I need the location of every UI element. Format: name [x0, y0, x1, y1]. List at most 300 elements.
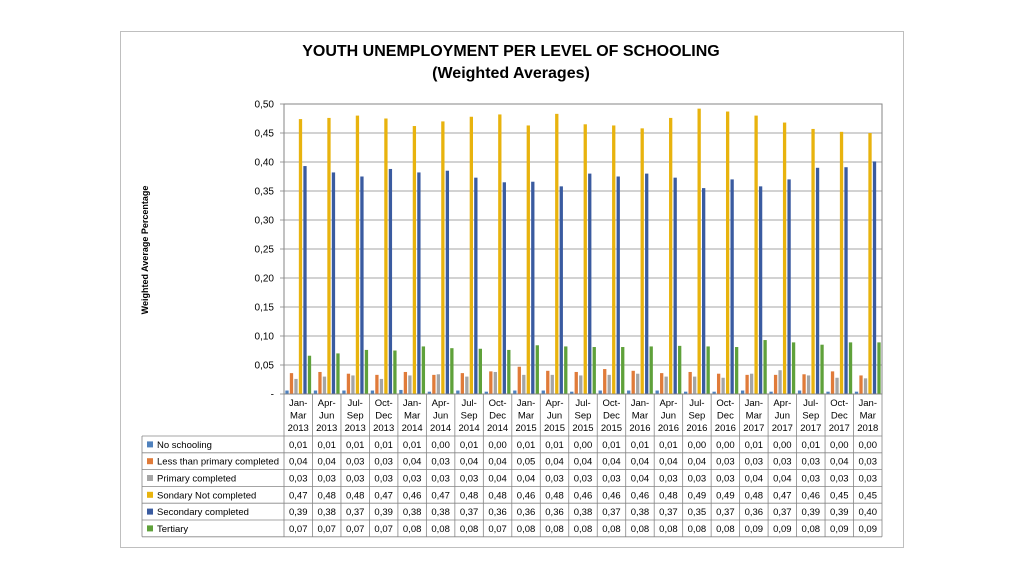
bar: [450, 348, 453, 394]
bar: [864, 378, 867, 394]
data-table-cell: 0,03: [345, 456, 365, 468]
bar: [674, 178, 677, 394]
data-table-cell: 0,01: [659, 439, 678, 451]
data-table-cell: 0,08: [687, 523, 707, 535]
data-table-cell: 0,00: [431, 439, 450, 451]
data-table-cell: 0,38: [402, 507, 422, 519]
data-table-cell: 0,01: [459, 439, 479, 451]
bar: [404, 372, 407, 394]
bar: [365, 350, 368, 394]
bar: [518, 367, 521, 394]
category-label: Jan-: [402, 398, 422, 409]
data-table-cell: 0,03: [801, 473, 821, 485]
data-table-cell: 0,04: [488, 473, 507, 485]
category-label: Mar: [745, 410, 763, 422]
data-table-cell: 0,04: [516, 473, 536, 485]
bar: [873, 161, 876, 394]
category-label: Oct-: [602, 398, 621, 409]
bar: [479, 349, 482, 394]
category-label: Jan-: [744, 398, 764, 409]
bar: [702, 188, 705, 394]
bar: [745, 375, 748, 394]
legend-label: Sondary Not completed: [157, 490, 257, 502]
data-table-cell: 0,37: [602, 507, 621, 519]
bar: [835, 378, 838, 394]
bar: [641, 128, 644, 394]
bar: [299, 119, 302, 394]
category-label: Jul-: [347, 398, 363, 409]
data-table-cell: 0,03: [858, 456, 878, 468]
category-label: Sep: [460, 410, 478, 422]
bar: [408, 375, 411, 394]
data-table-cell: 0,04: [830, 456, 849, 468]
data-table-cell: 0,47: [374, 490, 393, 502]
category-label: 2013: [316, 423, 338, 434]
bar: [877, 342, 880, 394]
bar: [456, 391, 459, 394]
data-table-cell: 0,01: [374, 439, 393, 451]
category-label: Jul-: [689, 398, 705, 409]
category-label: Mar: [631, 410, 649, 422]
bar: [612, 125, 615, 394]
data-table-cell: 0,00: [858, 439, 878, 451]
category-label: 2016: [657, 423, 679, 434]
legend-label: Secondary completed: [157, 507, 249, 519]
category-label: Dec: [489, 410, 507, 422]
data-table-cell: 0,46: [801, 490, 821, 502]
category-label: 2015: [543, 423, 566, 434]
bar: [432, 375, 435, 394]
data-table-cell: 0,36: [744, 507, 764, 519]
data-table-cell: 0,09: [744, 523, 764, 535]
data-table-cell: 0,04: [317, 456, 336, 468]
data-table-cell: 0,03: [374, 473, 393, 485]
data-table-cell: 0,01: [602, 439, 621, 451]
bar: [356, 116, 359, 394]
bar: [290, 373, 293, 394]
category-label: 2014: [487, 423, 509, 434]
bar: [741, 391, 744, 394]
data-table-cell: 0,35: [687, 507, 707, 519]
category-label: 2014: [401, 423, 423, 434]
data-table-cell: 0,36: [545, 507, 564, 519]
data-table-cell: 0,46: [402, 490, 422, 502]
data-table-cell: 0,04: [659, 456, 678, 468]
data-table-cell: 0,01: [630, 439, 650, 451]
data-table-cell: 0,03: [573, 473, 593, 485]
bar: [787, 179, 790, 394]
data-table-cell: 0,00: [573, 439, 593, 451]
bar: [389, 169, 392, 394]
bar: [470, 117, 473, 394]
data-table-cell: 0,39: [830, 507, 849, 519]
category-label: Jan-: [516, 398, 536, 409]
category-label: Sep: [688, 410, 706, 422]
data-table-cell: 0,01: [545, 439, 564, 451]
data-table-cell: 0,01: [516, 439, 536, 451]
bar: [792, 342, 795, 394]
data-table-cell: 0,39: [801, 507, 821, 519]
data-table-cell: 0,01: [345, 439, 365, 451]
data-table-cell: 0,46: [602, 490, 621, 502]
bar: [522, 375, 525, 394]
data-table-cell: 0,49: [687, 490, 707, 502]
category-label: Jul-: [461, 398, 477, 409]
bar: [868, 133, 871, 394]
bar: [656, 391, 659, 394]
category-label: 2017: [828, 423, 850, 434]
data-table-cell: 0,36: [516, 507, 536, 519]
chart-title-line-2: (Weighted Averages): [432, 65, 590, 82]
bar: [347, 374, 350, 394]
bar: [584, 124, 587, 394]
data-table-cell: 0,07: [488, 523, 507, 535]
bar: [754, 116, 757, 394]
data-table-cell: 0,49: [716, 490, 735, 502]
bar: [621, 347, 624, 394]
bar: [551, 375, 554, 394]
bar: [308, 356, 311, 394]
legend-swatch: [147, 492, 153, 498]
bar: [811, 129, 814, 394]
bar: [542, 391, 545, 394]
data-table-cell: 0,03: [687, 473, 707, 485]
bar: [318, 372, 321, 394]
category-label: Sep: [346, 410, 364, 422]
data-table-cell: 0,48: [744, 490, 764, 502]
category-label: Apr-: [317, 398, 336, 409]
bar: [849, 342, 852, 394]
data-table-cell: 0,08: [545, 523, 564, 535]
bar: [608, 375, 611, 394]
legend-swatch: [147, 509, 153, 515]
bar: [422, 346, 425, 394]
category-label: Dec: [716, 410, 734, 422]
data-table-cell: 0,08: [716, 523, 735, 535]
data-table-cell: 0,48: [659, 490, 678, 502]
y-tick-label: 0,15: [254, 302, 274, 314]
bar: [617, 177, 620, 395]
bar: [750, 374, 753, 394]
y-tick-label: 0,25: [254, 244, 274, 256]
bar: [689, 372, 692, 394]
legend-label: No schooling: [157, 439, 212, 451]
bar: [665, 377, 668, 394]
data-table-cell: 0,48: [317, 490, 336, 502]
category-label: Sep: [574, 410, 592, 422]
bar: [726, 112, 729, 394]
bar: [831, 371, 834, 394]
data-table-cell: 0,04: [288, 456, 308, 468]
bar: [536, 345, 539, 394]
category-label: Jun: [432, 410, 449, 422]
data-table-cell: 0,09: [858, 523, 878, 535]
data-table-cell: 0,47: [431, 490, 450, 502]
data-table-cell: 0,03: [602, 473, 621, 485]
category-label: 2015: [515, 423, 537, 434]
data-table-cell: 0,48: [545, 490, 564, 502]
category-label: Dec: [375, 410, 393, 422]
bar: [693, 377, 696, 394]
data-table-cell: 0,03: [801, 456, 821, 468]
data-table-cell: 0,01: [288, 439, 308, 451]
bar: [531, 182, 534, 394]
category-label: Apr-: [545, 398, 564, 409]
data-table-cell: 0,48: [488, 490, 507, 502]
data-table-cell: 0,09: [830, 523, 849, 535]
data-table-cell: 0,08: [516, 523, 536, 535]
data-table-cell: 0,08: [402, 523, 422, 535]
bar: [375, 375, 378, 394]
bar: [360, 177, 363, 395]
category-label: Mar: [859, 410, 876, 422]
bar: [393, 351, 396, 395]
data-table-cell: 0,39: [374, 507, 393, 519]
legend-label: Less than primary completed: [157, 456, 279, 468]
data-table-cell: 0,08: [801, 523, 821, 535]
bar: [588, 174, 591, 394]
bar: [798, 391, 801, 394]
bar: [332, 172, 335, 394]
data-table-cell: 0,04: [573, 456, 593, 468]
bar: [498, 114, 501, 394]
category-label: Apr-: [659, 398, 678, 409]
data-table-cell: 0,46: [573, 490, 593, 502]
bar: [778, 370, 781, 394]
data-table-cell: 0,39: [288, 507, 308, 519]
legend-label: Tertiary: [157, 523, 189, 535]
data-table-cell: 0,01: [744, 439, 764, 451]
category-label: Oct-: [716, 398, 735, 409]
data-table-cell: 0,03: [288, 473, 308, 485]
bar: [461, 373, 464, 394]
data-table-cell: 0,04: [687, 456, 707, 468]
bar: [840, 132, 843, 394]
bar: [527, 125, 530, 394]
bar: [513, 391, 516, 394]
category-label: Jun: [774, 410, 790, 422]
category-label: Apr-: [773, 398, 792, 409]
data-table-cell: 0,37: [459, 507, 479, 519]
category-label: 2015: [600, 423, 623, 434]
data-table-cell: 0,03: [830, 473, 849, 485]
data-table-cell: 0,38: [573, 507, 593, 519]
bar: [351, 375, 354, 394]
category-label: 2013: [287, 423, 309, 434]
data-table-cell: 0,36: [488, 507, 507, 519]
data-table-cell: 0,04: [402, 456, 422, 468]
data-table-cell: 0,04: [630, 456, 650, 468]
bar: [507, 350, 510, 394]
category-label: 2016: [714, 423, 736, 434]
legend-swatch: [147, 525, 153, 531]
y-tick-label: 0,35: [254, 186, 274, 198]
category-label: 2017: [800, 423, 822, 434]
data-table-cell: 0,45: [858, 490, 878, 502]
bar: [717, 374, 720, 394]
bar: [735, 347, 738, 394]
category-label: 2015: [572, 423, 594, 434]
data-table-cell: 0,00: [488, 439, 507, 451]
bar: [399, 390, 402, 394]
bar: [303, 166, 306, 394]
bar: [783, 123, 786, 394]
data-table-cell: 0,03: [858, 473, 878, 485]
bar: [632, 371, 635, 394]
category-label: Jun: [660, 410, 677, 422]
data-table-cell: 0,04: [630, 473, 650, 485]
data-table-cell: 0,01: [402, 439, 422, 451]
category-label: Jan-: [858, 398, 878, 409]
data-table-cell: 0,45: [830, 490, 849, 502]
data-table-cell: 0,46: [516, 490, 536, 502]
bar: [560, 186, 563, 394]
bar: [474, 178, 477, 394]
category-label: Oct-: [488, 398, 507, 409]
bar: [698, 109, 701, 394]
data-table-cell: 0,04: [773, 473, 792, 485]
data-table-cell: 0,03: [431, 473, 450, 485]
y-tick-label: 0,05: [254, 360, 274, 372]
data-table-cell: 0,40: [858, 507, 878, 519]
category-label: Mar: [517, 410, 535, 422]
y-axis: [255, 100, 284, 401]
bar: [844, 167, 847, 394]
category-label: Sep: [802, 410, 820, 422]
category-label: Oct-: [830, 398, 849, 409]
data-table-cell: 0,37: [773, 507, 792, 519]
data-table-cell: 0,07: [345, 523, 365, 535]
bar: [413, 126, 416, 394]
category-label: 2018: [857, 423, 879, 434]
category-label: 2017: [743, 423, 765, 434]
data-table-cell: 0,09: [773, 523, 792, 535]
bar: [314, 391, 317, 394]
data-table-cell: 0,04: [744, 473, 764, 485]
bar: [678, 346, 681, 394]
bar: [807, 375, 810, 394]
data-table-cell: 0,07: [374, 523, 393, 535]
category-label: Jan-: [630, 398, 650, 409]
data-table-cell: 0,00: [716, 439, 735, 451]
bar: [859, 375, 862, 394]
bar: [820, 345, 823, 394]
bar: [650, 346, 653, 394]
category-label: 2014: [430, 423, 452, 434]
y-tick-label: -: [270, 389, 274, 401]
data-table-cell: 0,08: [573, 523, 593, 535]
bar: [294, 379, 297, 394]
data-table-cell: 0,04: [459, 456, 479, 468]
data-table-cell: 0,48: [459, 490, 479, 502]
bar: [437, 374, 440, 394]
bar: [465, 377, 468, 394]
category-label: Mar: [403, 410, 421, 422]
bar: [555, 114, 558, 394]
bar: [802, 374, 805, 394]
bar: [603, 369, 606, 394]
bar: [707, 346, 710, 394]
data-table-cell: 0,03: [716, 473, 735, 485]
bar: [380, 379, 383, 394]
data-table-cell: 0,04: [545, 456, 564, 468]
data-table-cell: 0,00: [773, 439, 792, 451]
data-table-cell: 0,01: [801, 439, 821, 451]
category-label: Jun: [319, 410, 335, 422]
data-table-cell: 0,08: [659, 523, 678, 535]
data-table-cell: 0,00: [687, 439, 707, 451]
data-table-cell: 0,03: [459, 473, 479, 485]
bar: [489, 371, 492, 394]
category-label: Jul-: [575, 398, 591, 409]
data-table-cell: 0,03: [773, 456, 792, 468]
bar: [645, 174, 648, 394]
data-table-cell: 0,03: [545, 473, 564, 485]
bar: [721, 378, 724, 394]
bar: [285, 391, 288, 394]
bar: [336, 353, 339, 394]
y-axis-label: Weighted Average Percentage: [140, 185, 150, 315]
data-table-cell: 0,03: [431, 456, 450, 468]
category-label: 2016: [629, 423, 651, 434]
bars: [285, 109, 880, 394]
data-table-cell: 0,07: [317, 523, 336, 535]
data-table-cell: 0,37: [716, 507, 735, 519]
category-label: Dec: [830, 410, 848, 422]
data-table-cell: 0,38: [630, 507, 650, 519]
bar: [774, 375, 777, 394]
data-table-cell: 0,08: [431, 523, 450, 535]
data-table-cell: 0,03: [374, 456, 393, 468]
bar: [627, 391, 630, 394]
y-tick-label: 0,10: [254, 331, 274, 343]
category-label: 2013: [344, 423, 366, 434]
data-table-cell: 0,37: [659, 507, 678, 519]
data-table: [142, 394, 882, 537]
data-table-cell: 0,47: [773, 490, 792, 502]
bar: [323, 377, 326, 394]
data-table-cell: 0,04: [602, 456, 621, 468]
bar: [599, 391, 602, 394]
category-label: 2013: [373, 423, 395, 434]
data-table-cell: 0,07: [288, 523, 308, 535]
category-label: Apr-: [431, 398, 450, 409]
legend-swatch: [147, 458, 153, 464]
data-table-cell: 0,46: [630, 490, 650, 502]
data-table-cell: 0,47: [288, 490, 308, 502]
bar: [494, 372, 497, 394]
chart-title-line-1: YOUTH UNEMPLOYMENT PER LEVEL OF SCHOOLING: [302, 43, 720, 60]
bar: [441, 121, 444, 394]
category-label: Oct-: [374, 398, 393, 409]
y-tick-label: 0,50: [254, 99, 274, 111]
bar: [636, 374, 639, 394]
category-label: 2017: [771, 423, 793, 434]
bar: [759, 186, 762, 394]
data-table-cell: 0,03: [659, 473, 678, 485]
category-label: Dec: [603, 410, 620, 422]
bar: [763, 340, 766, 394]
y-tick-label: 0,40: [254, 157, 274, 169]
data-table-cell: 0,03: [317, 473, 336, 485]
bar: [730, 179, 733, 394]
y-tick-label: 0,30: [254, 215, 274, 227]
data-table-cell: 0,37: [345, 507, 365, 519]
category-label: 2016: [686, 423, 708, 434]
data-table-cell: 0,38: [317, 507, 336, 519]
category-label: Jan-: [288, 398, 308, 409]
data-table-cell: 0,03: [716, 456, 735, 468]
